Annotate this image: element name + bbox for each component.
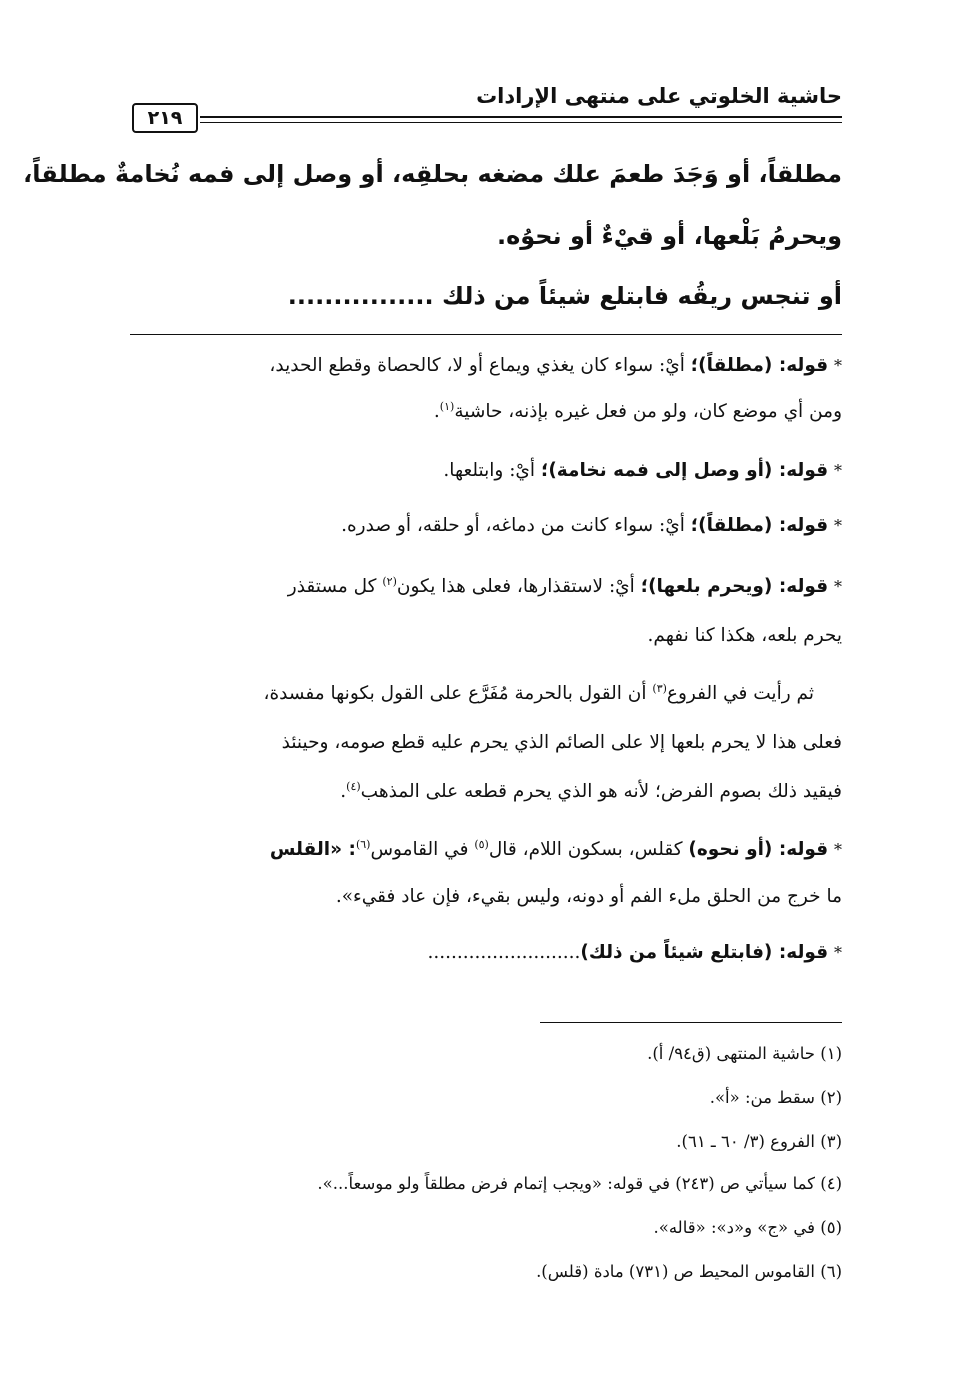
commentary-4-text-b: كل مستقذر [287,576,383,598]
commentary-1-lead: قوله: (مطلقاً)؛ [690,355,829,376]
footnote-2: (٢) سقط من: «أ». [709,1088,842,1107]
commentary-5-end: . [340,781,347,803]
commentary-1-text: أيْ: سواء كان يغذي ويماع أو لا، كالحصاة وقطع الحديد، [269,355,691,376]
commentary-7 [130,942,842,963]
commentary-2-text: أيْ: وابتلعها. [443,460,541,481]
commentary-4-line-2: يحرم بلعه، هكذا كنا نفهم. [647,625,842,646]
footnote-ref-6: (٦) [355,838,371,851]
main-text-line-3 [130,282,842,310]
commentary-2-lead: قوله: (أو وصل إلى فمه نخامة)؛ [540,460,829,481]
commentary-1-text-2: ومن أي موضع كان، ولو من فعل غيره بإذنه، حاشية [454,401,842,423]
footnote-4: (٤) كما سيأتي ص (٢٤٣) في قوله: «ويجب إتمام فرض مطلقاً ولو موسعاً...». [317,1174,842,1193]
main-text-line-3-text: أو تنجس ريقُه فابتلع شيئاً من ذلك [441,282,842,310]
commentary-4-text: أيْ: لاستقذارها، فعلى هذا يكون [396,576,641,598]
page-number: ٢١٩ [132,103,198,133]
footnote-ref-3: (٣) [652,682,667,695]
star-marker: * [834,943,842,962]
header-rule-thin [200,122,842,123]
footnote-6: (٦) القاموس المحيط ص (٧٣١) مادة (قلس). [536,1262,842,1281]
footnote-5: (٥) في «ج» و«د»: «قاله». [653,1218,842,1237]
commentary-1-line-2 [130,400,842,422]
footnote-3: (٣) الفروع (٣/ ٦٠ ـ ٦١). [676,1132,842,1151]
footnote-ref-2: (٢) [382,575,397,588]
commentary-6-text-a: كقلس، بسكون اللام، قال [488,839,689,861]
commentary-5-text-a: ثم رأيت في الفروع [666,683,814,705]
commentary-4-line-1 [130,575,842,597]
commentary-7-dots: .......................... [427,942,581,963]
star-marker: * [834,356,842,375]
commentary-5-line-1 [130,682,842,704]
commentary-7-lead: قوله: (فابتلع شيئاً من ذلك) [580,942,829,963]
book-title: حاشية الخلوتي على منتهى الإرادات [476,84,842,108]
commentary-3-lead: قوله: (مطلقاً)؛ [690,515,829,536]
star-marker: * [834,840,842,860]
footnote-separator [540,1022,842,1023]
header-rule [200,116,842,118]
commentary-6-lead: قوله: (أو نحوه) [688,839,829,861]
commentary-3 [130,515,842,536]
footnote-1: (١) حاشية المنتهى (ق٩٤/ أ). [647,1044,842,1063]
commentary-6-line-2: ما خرج من الحلق ملء الفم أو دونه، وليس بقيء، فإن عاد فقيء». [335,886,842,907]
star-marker: * [834,577,842,597]
commentary-5-line-3 [130,780,842,802]
main-text-line-2: ويحرمُ بَلْعها، أو قيْءٌ أو نحوُه. [496,222,842,250]
commentary-5-text-b: أن القول بالحرمة مُفَرَّع على القول بكونها مفسدة، [263,683,653,705]
commentary-6-line-1 [130,838,842,860]
main-text-dots: ................ [287,282,434,310]
star-marker: * [834,516,842,535]
star-marker: * [834,461,842,480]
commentary-6-text-b: في القاموس [370,839,475,861]
commentary-3-text: أيْ: سواء كانت من دماغه، أو حلقه، أو صدره. [341,515,691,536]
commentary-1-end: . [433,401,440,423]
commentary-1-line-1 [130,355,842,376]
commentary-2 [130,460,842,481]
footnote-ref-5: (٥) [474,838,489,851]
footnote-ref-1: (١) [439,400,455,413]
commentary-5-line-2: فعلى هذا لا يحرم بلعها إلا على الصائم الذي يحرم عليه قطع صومه، وحينئذ [281,732,842,753]
commentary-4-lead: قوله: (ويحرم بلعها)؛ [640,576,829,598]
matn-commentary-separator [130,334,842,335]
footnote-ref-4: (٤) [346,780,361,793]
main-text-line-1: مطلقاً، أو وَجَدَ طعمَ علك مضغه بحلقِه، أو وصل إلى فمه نُخامةٌ مطلقاً، [23,160,842,188]
commentary-5-text-c: فيقيد ذلك بصوم الفرض؛ لأنه هو الذي يحرم قطعه على المذهب [360,781,842,803]
commentary-6-text-c: : «القلس [269,839,356,861]
